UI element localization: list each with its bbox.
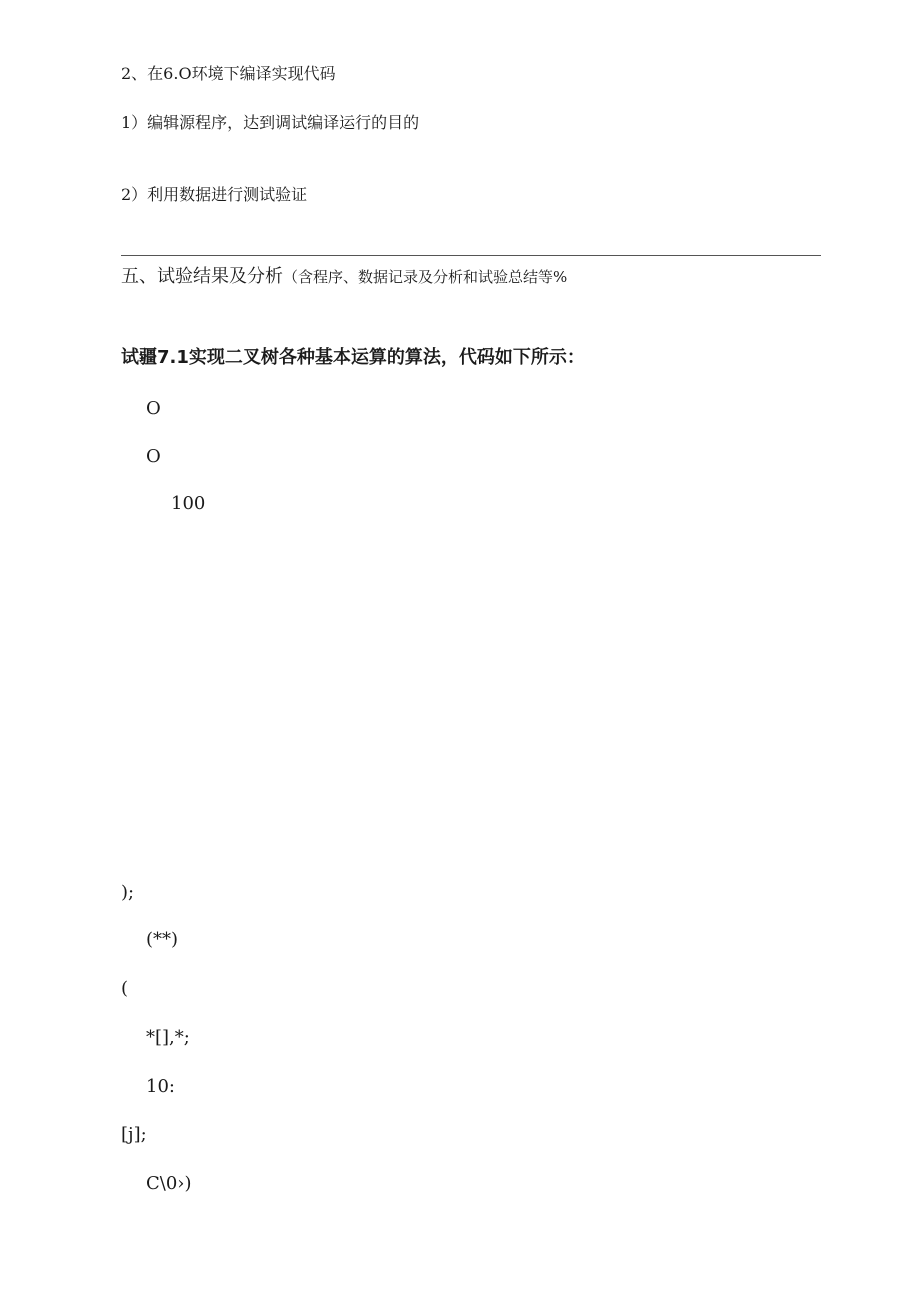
code-line-2: O [146, 446, 161, 467]
code-line-9: [j]; [121, 1124, 147, 1145]
code-line-5: (**) [146, 929, 179, 950]
code-line-7: *[],*; [146, 1027, 190, 1048]
problem-title: 试疆7.1实现二叉树各种基本运算的算法，代码如下所示： [121, 347, 585, 368]
code-line-6: ( [121, 978, 129, 999]
code-line-1: O [146, 398, 161, 419]
code-line-10: C\0›) [146, 1173, 192, 1194]
section-5-heading [121, 268, 567, 286]
code-line-4: ); [121, 882, 135, 903]
code-line-3: 100 [171, 493, 206, 514]
sub-step-2-text: 2）利用数据进行测试验证 [121, 185, 308, 204]
step-2-text: 2、在6.O环境下编译实现代码 [121, 64, 336, 83]
sub-step-1-text: 1）编辑源程序，达到调试编译运行的目的 [121, 113, 420, 132]
section-5-note: （含程序、数据记录及分析和试验总结等% [283, 268, 568, 286]
section-5-title: 五、试验结果及分析 [121, 266, 283, 287]
section-divider [121, 255, 821, 256]
code-line-8: 10: [146, 1076, 175, 1097]
